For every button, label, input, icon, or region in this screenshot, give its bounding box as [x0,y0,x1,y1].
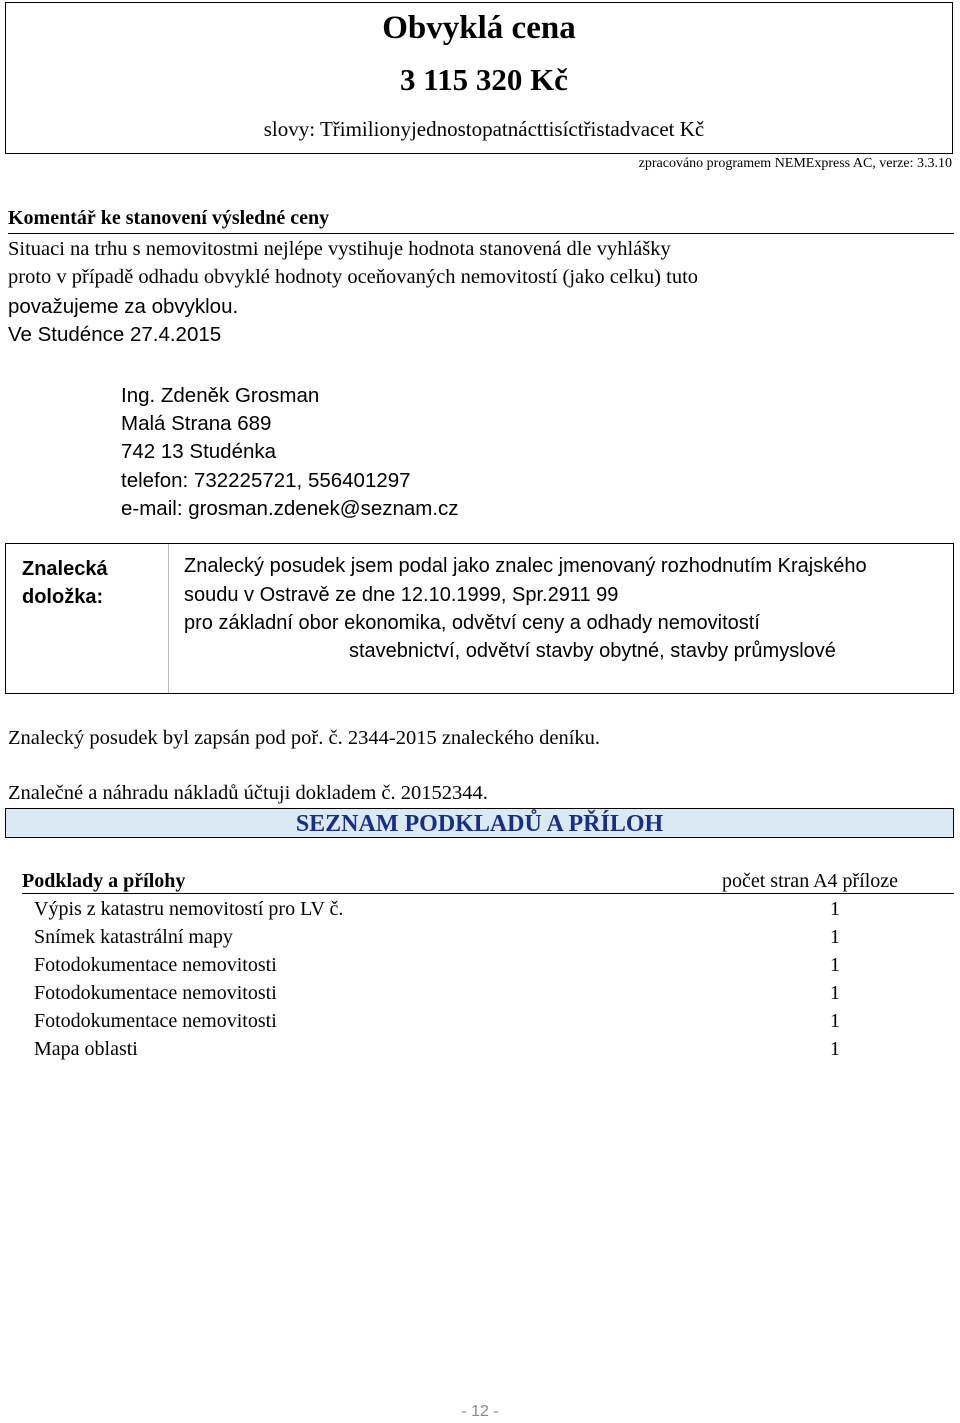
clause-line: stavebnictví, odvětví stavby obytné, stavby průmyslové [349,640,836,662]
price-in-words: slovy: Třimilionyjednostopatnácttisíctřistadvacet Kč [263,117,705,141]
registry-record: Znalecký posudek byl zapsán pod poř. č. 2344-2015 znaleckého deníku. [8,727,601,749]
attachment-count: 1 [830,898,840,920]
signature-email: e-mail: grosman.zdenek@seznam.cz [121,497,459,520]
attachment-count: 1 [830,954,840,976]
clause-divider [168,544,169,693]
price-title: Obvyklá cena [382,10,576,46]
program-note: zpracováno programem NEMExpress AC, verze: 3.3.10 [638,156,952,171]
comment-heading: Komentář ke stanovení výsledné ceny [8,207,330,229]
attachment-count: 1 [830,1010,840,1032]
clause-label-line: Znalecká [22,558,108,580]
clause-line: pro základní obor ekonomika, odvětví ceny a odhady nemovitostí [184,612,760,634]
clause-line: soudu v Ostravě ze dne 12.10.1999, Spr.2911 99 [184,584,619,606]
attachment-name: Fotodokumentace nemovitosti [34,954,277,976]
attachment-name: Fotodokumentace nemovitosti [34,1010,277,1032]
attachment-name: Fotodokumentace nemovitosti [34,982,277,1004]
page-number: - 12 - [461,1403,499,1420]
comment-line: proto v případě odhadu obvyklé hodnoty oceňovaných nemovitostí (jako celku) tuto [8,266,699,288]
comment-date: Ve Studénce 27.4.2015 [8,323,222,346]
attachments-divider [22,893,954,894]
clause-line: Znalecký posudek jsem podal jako znalec jmenovaný rozhodnutím Krajského [184,555,867,577]
attachment-count: 1 [830,926,840,948]
attachment-name: Mapa oblasti [34,1038,138,1060]
signature-name: Ing. Zdeněk Grosman [121,384,320,407]
comment-line: považujeme za obvyklou. [8,295,239,318]
comment-line: Situaci na trhu s nemovitostmi nejlépe vystihuje hodnota stanovená dle vyhlášky [8,238,671,260]
price-value: 3 115 320 Kč [400,62,568,97]
attachment-count: 1 [830,982,840,1004]
attachments-header-pages: počet stran A4 příloze [722,870,899,892]
signature-street: Malá Strana 689 [121,412,272,435]
attachment-name: Výpis z katastru nemovitostí pro LV č. [34,898,344,920]
section-banner: SEZNAM PODKLADŮ A PŘÍLOH [5,808,954,838]
fees-record: Znalečné a náhradu nákladů účtuji dokladem č. 20152344. [8,782,488,804]
clause-label [22,555,108,611]
attachment-name: Snímek katastrální mapy [34,926,233,948]
comment-divider [8,233,954,234]
signature-phone: telefon: 732225721, 556401297 [121,469,411,492]
clause-label-line: doložka: [22,586,104,608]
signature-city: 742 13 Studénka [121,440,277,463]
attachment-count: 1 [830,1038,840,1060]
attachments-header-name: Podklady a přílohy [22,870,186,892]
